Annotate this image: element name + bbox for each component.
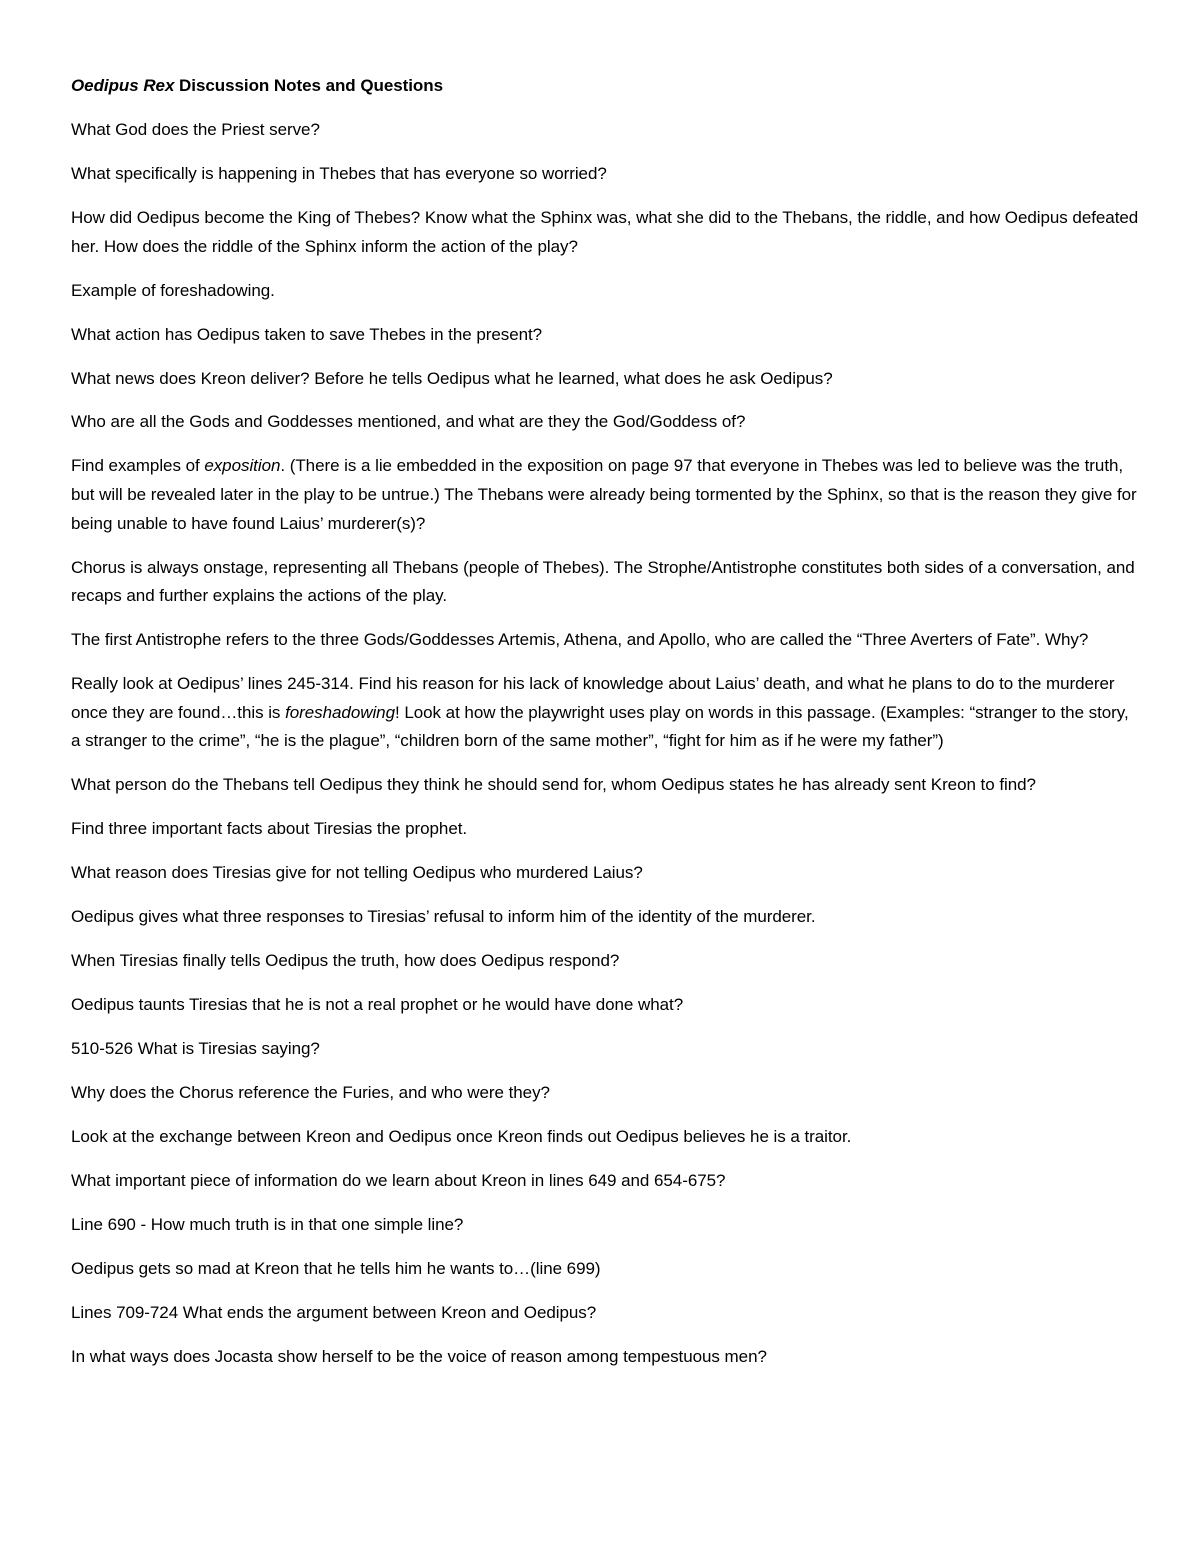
- paragraph-text: Example of foreshadowing.: [71, 280, 275, 300]
- paragraph-text: ! Look at how the playwright uses play on words in this passage. (Examples: “stranger to the story, a stranger to the crime”, “he is the plague”, “children born of the same mother”, “fight for him as if he were my father”): [71, 702, 1129, 751]
- question-paragraph: [71, 859, 1141, 888]
- paragraph-text: What action has Oedipus taken to save Thebes in the present?: [71, 324, 543, 344]
- question-paragraph: [71, 408, 1141, 437]
- question-paragraph: [71, 1343, 1141, 1372]
- paragraph-text: Find three important facts about Tiresias the prophet.: [71, 819, 468, 839]
- question-paragraph: [71, 670, 1141, 756]
- paragraph-text: 510-526 What is Tiresias saying?: [71, 1039, 320, 1059]
- question-paragraph: [71, 1211, 1141, 1240]
- paragraph-text: When Tiresias finally tells Oedipus the truth, how does Oedipus respond?: [71, 951, 620, 971]
- question-paragraph: [71, 1255, 1141, 1284]
- title-rest: Discussion Notes and Questions: [174, 76, 443, 95]
- paragraph-text: Lines 709-724 What ends the argument between Kreon and Oedipus?: [71, 1303, 597, 1323]
- document-title: [71, 72, 1141, 101]
- paragraph-text: What reason does Tiresias give for not telling Oedipus who murdered Laius?: [71, 863, 643, 883]
- paragraph-text: Find examples of: [71, 456, 205, 476]
- question-paragraph: [71, 554, 1141, 611]
- question-paragraph: [71, 204, 1141, 261]
- question-paragraph: [71, 277, 1141, 306]
- question-paragraph: [71, 321, 1141, 350]
- paragraph-text: Oedipus taunts Tiresias that he is not a real prophet or he would have done what?: [71, 995, 684, 1015]
- paragraph-text: Really look at Oedipus’ lines 245-314. Find his reason for his lack of knowledge about Laius’ death, and what he plans to do to the murderer once they are found…this is: [71, 674, 1115, 722]
- question-paragraph: [71, 116, 1141, 145]
- question-paragraph: [71, 947, 1141, 976]
- question-paragraph: [71, 160, 1141, 189]
- question-paragraph: [71, 991, 1141, 1020]
- question-paragraph: [71, 1123, 1141, 1152]
- paragraph-text: Who are all the Gods and Goddesses mentioned, and what are they the God/Goddess of?: [71, 412, 746, 432]
- paragraph-text: What person do the Thebans tell Oedipus they think he should send for, whom Oedipus states he has already sent Kreon to find?: [71, 775, 1036, 795]
- question-paragraph: [71, 1035, 1141, 1064]
- paragraph-text: Look at the exchange between Kreon and Oedipus once Kreon finds out Oedipus believes he is a traitor.: [71, 1127, 852, 1147]
- paragraph-text: Oedipus gets so mad at Kreon that he tells him he wants to…(line 699): [71, 1259, 601, 1279]
- paragraph-text: What news does Kreon deliver? Before he tells Oedipus what he learned, what does he ask Oedipus?: [71, 368, 833, 388]
- question-paragraph: [71, 365, 1141, 394]
- paragraph-text: What God does the Priest serve?: [71, 119, 320, 139]
- paragraph-text: Line 690 - How much truth is in that one simple line?: [71, 1215, 464, 1235]
- paragraph-text: What specifically is happening in Thebes that has everyone so worried?: [71, 163, 607, 183]
- italic-term: exposition: [204, 456, 281, 476]
- question-paragraph: [71, 1167, 1141, 1196]
- question-paragraph: [71, 903, 1141, 932]
- paragraph-text: . (There is a lie embedded in the exposition on page 97 that everyone in Thebes was led to believe was the truth, but will be revealed later in the play to be untrue.) The Thebans were already being tormented by the Sphinx, so that is the reason they give for being unable to have found Laius’ murderer(s)?: [71, 456, 1137, 533]
- question-paragraph: [71, 452, 1141, 538]
- document-page: [71, 72, 1141, 1387]
- paragraph-text: In what ways does Jocasta show herself to be the voice of reason among tempestuous men?: [71, 1347, 767, 1367]
- question-paragraph: [71, 815, 1141, 844]
- paragraph-text: What important piece of information do we learn about Kreon in lines 649 and 654-675?: [71, 1171, 726, 1191]
- question-paragraph: [71, 626, 1141, 655]
- question-paragraph: [71, 1079, 1141, 1108]
- italic-term: foreshadowing: [285, 702, 395, 722]
- question-paragraph: [71, 1299, 1141, 1328]
- title-italic: Oedipus Rex: [71, 76, 175, 95]
- paragraph-text: Chorus is always onstage, representing all Thebans (people of Thebes). The Strophe/Antistrophe constitutes both sides of a conversation, and recaps and further explains the actions of the play.: [71, 557, 1135, 606]
- paragraph-text: Why does the Chorus reference the Furies, and who were they?: [71, 1083, 550, 1103]
- question-paragraph: [71, 771, 1141, 800]
- paragraph-text: The first Antistrophe refers to the three Gods/Goddesses Artemis, Athena, and Apollo, who are called the “Three Averters of Fate”. Why?: [71, 630, 1089, 650]
- paragraph-text: How did Oedipus become the King of Thebes? Know what the Sphinx was, what she did to the Thebans, the riddle, and how Oedipus defeated her. How does the riddle of the Sphinx inform the action of the play?: [71, 207, 1139, 256]
- paragraph-text: Oedipus gives what three responses to Tiresias’ refusal to inform him of the identity of the murderer.: [71, 907, 816, 927]
- question-list: [71, 116, 1141, 1372]
